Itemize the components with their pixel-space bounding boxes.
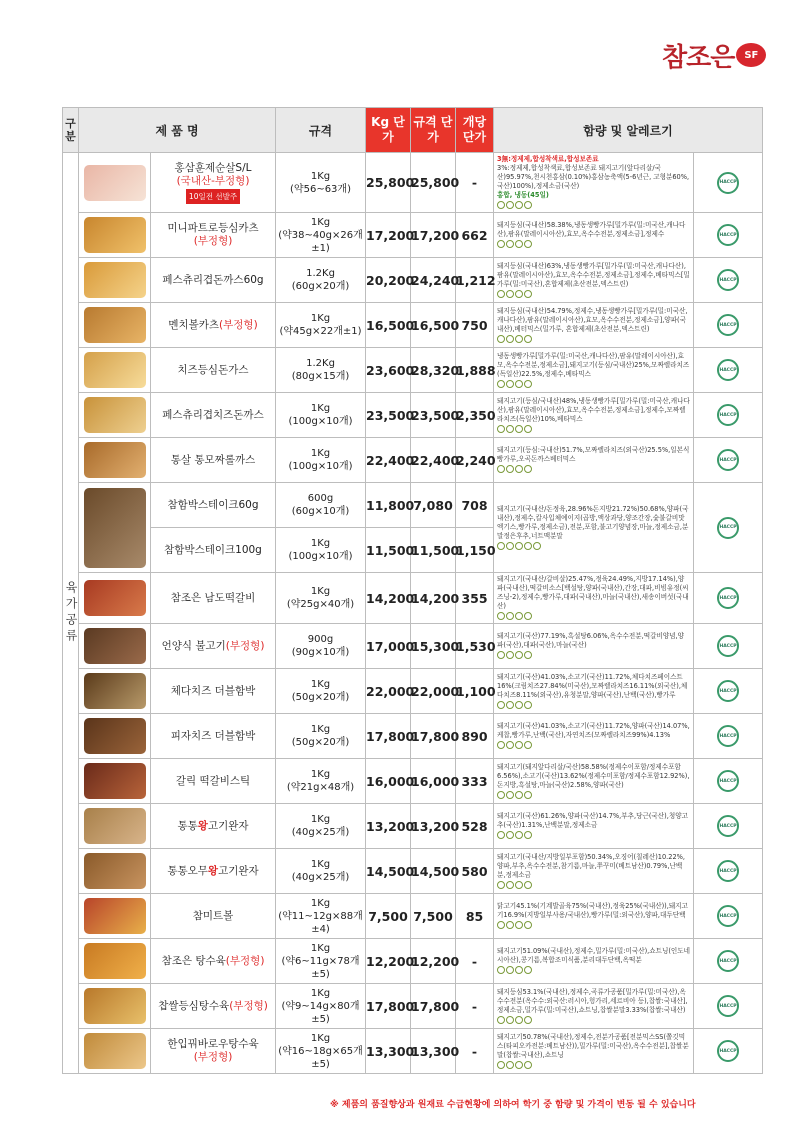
each-price: 2,350 [456, 393, 494, 438]
haccp-icon: HACCP [717, 770, 739, 792]
haccp-badge [694, 303, 763, 348]
each-price: 355 [456, 573, 494, 624]
kg-price: 7,500 [366, 894, 411, 939]
unit-price: 14,200 [411, 573, 456, 624]
ingredients-info: 돼지고기50.78%(국내산),정제수,전분가공품[전분믹스SS(쫄깃믹스(타피오카전분:베트남산)),밀가루(밀:미국산),옥수수전분],찹쌀분말(찹쌀:국내산),쇼트닝 [494, 1029, 694, 1074]
unit-price: 24,240 [411, 258, 456, 303]
haccp-badge [694, 669, 763, 714]
header-product: 제 품 명 [79, 108, 276, 153]
kg-price: 12,200 [366, 939, 411, 984]
each-price: 85 [456, 894, 494, 939]
header-each-price: 개당 단가 [456, 108, 494, 153]
product-image [79, 258, 151, 303]
product-spec: 1Kg (40g×25개) [276, 804, 366, 849]
product-image [79, 573, 151, 624]
product-spec: 1Kg (약9~14g×80개±5) [276, 984, 366, 1029]
each-price: 1,150 [456, 528, 494, 573]
product-image [79, 984, 151, 1029]
unit-price: 17,200 [411, 213, 456, 258]
product-name: 참미트볼 [151, 894, 276, 939]
product-image [79, 393, 151, 438]
product-name: 홍삼훈제순살S/L (국내산-부정형) 10일전 선발주 [151, 153, 276, 213]
unit-price: 14,500 [411, 849, 456, 894]
each-price: - [456, 984, 494, 1029]
kg-price: 22,000 [366, 669, 411, 714]
each-price: 528 [456, 804, 494, 849]
header-unit-price: 규격 단가 [411, 108, 456, 153]
kg-price: 13,300 [366, 1029, 411, 1074]
unit-price: 13,200 [411, 804, 456, 849]
kg-price: 20,200 [366, 258, 411, 303]
haccp-icon: HACCP [717, 517, 739, 539]
unit-price: 13,300 [411, 1029, 456, 1074]
product-name: 미니파트로등심카츠 (부정형) [151, 213, 276, 258]
product-name: 참조은 탕수육(부정형) [151, 939, 276, 984]
table-row [63, 303, 763, 348]
product-spec: 1.2Kg (60g×20개) [276, 258, 366, 303]
product-image [79, 714, 151, 759]
product-spec: 1Kg (약56~63개) [276, 153, 366, 213]
product-image [79, 894, 151, 939]
each-price: - [456, 153, 494, 213]
header-kg-price: Kg 단가 [366, 108, 411, 153]
product-name: 찹쌀등심탕수육(부정형) [151, 984, 276, 1029]
ingredients-info: 돼지등심(국내산)58.38%,냉동생빵가루[밀가루(밀:미국산,캐나다산),팜유(말레이시아산),효모,옥수수전분,정제소금],정제수 [494, 213, 694, 258]
header-info: 함량 및 알레르기 [494, 108, 763, 153]
each-price: 1,212 [456, 258, 494, 303]
header-category: 구분 [63, 108, 79, 153]
table-header [63, 108, 763, 153]
product-name: 멘치볼카츠(부정형) [151, 303, 276, 348]
haccp-badge [694, 573, 763, 624]
haccp-icon: HACCP [717, 172, 739, 194]
kg-price: 17,000 [366, 624, 411, 669]
kg-price: 17,800 [366, 984, 411, 1029]
haccp-badge [694, 804, 763, 849]
product-name: 언양식 불고기(부정형) [151, 624, 276, 669]
product-name: 치즈등심돈가스 [151, 348, 276, 393]
product-spec: 1Kg (약25g×40개) [276, 573, 366, 624]
haccp-icon: HACCP [717, 269, 739, 291]
table-row [63, 258, 763, 303]
table-row [63, 849, 763, 894]
each-price: 2,240 [456, 438, 494, 483]
table-row [63, 894, 763, 939]
kg-price: 11,800 [366, 483, 411, 528]
haccp-badge [694, 438, 763, 483]
product-image [79, 669, 151, 714]
haccp-badge [694, 714, 763, 759]
product-name: 한입꿔바로우탕수육 (부정형) [151, 1029, 276, 1074]
kg-price: 16,000 [366, 759, 411, 804]
product-name: 참조은 남도떡갈비 [151, 573, 276, 624]
product-name: 통통오무왕고기완자 [151, 849, 276, 894]
ingredients-info: 돼지고기(국내산/갈비살)25.47%,정육24.49%,지방17.14%),양파(국내산),떡갈비소스[백설탕,양파(국내산),간장,대파,비빔유정(씨즈닝-2),정제수,빵가루,대파(국내산),마늘(국내산),새송이버섯(국내산) [494, 573, 694, 624]
product-spec: 900g (90g×10개) [276, 624, 366, 669]
product-image [79, 804, 151, 849]
kg-price: 25,800 [366, 153, 411, 213]
kg-price: 23,600 [366, 348, 411, 393]
product-spec: 1Kg (100g×10개) [276, 438, 366, 483]
product-name: 통통왕고기완자 [151, 804, 276, 849]
ingredients-info: 돼지고기(국내산/지방일부포함)50.34%,오징어(칠레산)10.22%,양파,부추,옥수수전분,참기름,마늘,쭈꾸미(베트남산)0.79%,난백분,정제소금 [494, 849, 694, 894]
each-price: 1,888 [456, 348, 494, 393]
each-price: 750 [456, 303, 494, 348]
product-name: 참함박스테이크100g [151, 528, 276, 573]
preorder-badge: 10일전 선발주 [186, 189, 240, 204]
kg-price: 23,500 [366, 393, 411, 438]
haccp-badge [694, 348, 763, 393]
haccp-badge [694, 1029, 763, 1074]
price-table [62, 107, 763, 1074]
each-price: - [456, 1029, 494, 1074]
product-spec: 1Kg (약16~18g×65개±5) [276, 1029, 366, 1074]
unit-price: 22,000 [411, 669, 456, 714]
unit-price: 23,500 [411, 393, 456, 438]
haccp-icon: HACCP [717, 314, 739, 336]
haccp-icon: HACCP [717, 905, 739, 927]
table-row [63, 348, 763, 393]
each-price: 662 [456, 213, 494, 258]
product-spec: 600g (60g×10개) [276, 483, 366, 528]
table-row [63, 213, 763, 258]
brand-name: 참조은 [662, 42, 735, 73]
product-image [79, 348, 151, 393]
brand-logo [662, 38, 766, 72]
ingredients-info: 돼지고기(돼지앞다리살/국산)58.58%(정제수이포함/정제수포함6.56%),소고기(국산)13.62%(정제수미포함/정제수포함12.92%),돈지방,흑설탕,마늘(국산)2.58%,양파(국산) [494, 759, 694, 804]
table-row [63, 939, 763, 984]
haccp-icon: HACCP [717, 725, 739, 747]
each-price: 708 [456, 483, 494, 528]
footer-note: ※ 제품의 품질향상과 원재료 수급현황에 의하여 학기 중 함량 및 가격이 변동 될 수 있습니다 [330, 1100, 696, 1110]
ingredients-info: 돼지고기(국산)61.26%,양파(국산)14.7%,부추,당근(국산),청양고추(국산)1.31%,난백분말,정제소금 [494, 804, 694, 849]
haccp-icon: HACCP [717, 635, 739, 657]
haccp-badge [694, 939, 763, 984]
product-spec: 1Kg (약38~40g×26개±1) [276, 213, 366, 258]
table-row [63, 438, 763, 483]
table-row [63, 984, 763, 1029]
haccp-icon: HACCP [717, 404, 739, 426]
kg-price: 14,500 [366, 849, 411, 894]
product-image [79, 624, 151, 669]
product-name: 갈릭 떡갈비스틱 [151, 759, 276, 804]
haccp-badge [694, 624, 763, 669]
unit-price: 16,000 [411, 759, 456, 804]
unit-price: 15,300 [411, 624, 456, 669]
product-image [79, 153, 151, 213]
product-image [79, 303, 151, 348]
ingredients-info: 닭고기45.1%(기계발골육75%(국내산),정육25%(국내산)),돼지고기16.9%(지방일부사용/국내산),빵가루(밀:외국산),양파,대두단백 [494, 894, 694, 939]
haccp-icon: HACCP [717, 224, 739, 246]
haccp-icon: HACCP [717, 995, 739, 1017]
product-spec: 1Kg (100g×10개) [276, 528, 366, 573]
haccp-badge [694, 849, 763, 894]
unit-price: 7,080 [411, 483, 456, 528]
product-image [79, 939, 151, 984]
product-image [79, 213, 151, 258]
category-cell: 육가공류 [63, 153, 79, 1074]
ingredients-info: 돼지등심(국내산)54.79%,정제수,냉동생빵가루[밀가루(밀:미국산,캐나다산),팜유(말레이시아산),효모,옥수수전분,정제소금],양파(국내산),베터믹스(밀가루, 혼합제제(초산전분,덱스트린) [494, 303, 694, 348]
haccp-icon: HACCP [717, 950, 739, 972]
product-spec: 1Kg (50g×20개) [276, 714, 366, 759]
haccp-icon: HACCP [717, 1040, 739, 1062]
haccp-badge [694, 759, 763, 804]
table-row [63, 804, 763, 849]
table-row [63, 153, 763, 213]
unit-price: 11,500 [411, 528, 456, 573]
ingredients-info: 돼지고기(등심:국내산)51.7%,모짜렐라치즈(외국산)25.5%,일본식빵가루,오곡돈까스베터믹스 [494, 438, 694, 483]
ingredients-info: 돼지고기(등심/국내산)48%,냉동생빵가루[밀가루(밀:미국산,캐나다산),팜유(말레이시아산),효모,옥수수전분,정제소금],정제수,모짜렐라치즈(독일산)10%,베타믹스 [494, 393, 694, 438]
haccp-badge [694, 393, 763, 438]
haccp-badge [694, 984, 763, 1029]
ingredients-info: 돼지고기51.09%(국내산),정제수,밀가루(밀:미국산),쇼트닝(인도네시아산),콩기름,복합조미식품,분리대두단백,옥떡분 [494, 939, 694, 984]
product-spec: 1.2Kg (80g×15개) [276, 348, 366, 393]
table-row [63, 573, 763, 624]
table-row [63, 669, 763, 714]
product-image [79, 438, 151, 483]
haccp-badge [694, 258, 763, 303]
table-row [63, 714, 763, 759]
haccp-badge [694, 894, 763, 939]
product-image [79, 1029, 151, 1074]
each-price: 333 [456, 759, 494, 804]
brand-mark: SF [736, 43, 766, 67]
table-row [63, 624, 763, 669]
kg-price: 13,200 [366, 804, 411, 849]
haccp-icon: HACCP [717, 359, 739, 381]
each-price: 1,100 [456, 669, 494, 714]
kg-price: 11,500 [366, 528, 411, 573]
kg-price: 14,200 [366, 573, 411, 624]
unit-price: 12,200 [411, 939, 456, 984]
product-spec: 1Kg (약21g×48개) [276, 759, 366, 804]
kg-price: 16,500 [366, 303, 411, 348]
each-price: 890 [456, 714, 494, 759]
unit-price: 16,500 [411, 303, 456, 348]
haccp-badge [694, 153, 763, 213]
unit-price: 17,800 [411, 714, 456, 759]
product-spec: 1Kg (50g×20개) [276, 669, 366, 714]
haccp-icon: HACCP [717, 815, 739, 837]
haccp-badge [694, 483, 763, 573]
product-spec: 1Kg (40g×25개) [276, 849, 366, 894]
product-image [79, 849, 151, 894]
product-spec: 1Kg (약45g×22개±1) [276, 303, 366, 348]
product-name: 통살 통모짜롤까스 [151, 438, 276, 483]
product-spec: 1Kg (약11~12g×88개±4) [276, 894, 366, 939]
kg-price: 22,400 [366, 438, 411, 483]
ingredients-info: 돼지등심(국내산)63%,냉동생빵가루[밀가루(밀:미국산,캐나다산),팜유(말레이시아산),효모,옥수수전분,정제소금],정제수,베타믹스[밀가루(밀:미국산),혼합제제(초산전분,덱스트린) [494, 258, 694, 303]
table-row [63, 483, 763, 528]
table-row [63, 393, 763, 438]
ingredients-info: 냉동생빵가루[밀가루(밀:미국산,캐나다산),팜유(말레이시아산),효모,옥수수전분,정제소금],돼지고기(등심/국내산)25%,모짜렐라치즈(독일산)22.5%,정제수,베타믹스 [494, 348, 694, 393]
product-name: 페스츄리겹치즈돈까스 [151, 393, 276, 438]
ingredients-info: 돼지고기(국산)41.03%,소고기(국산)11.72%,양파(국산)14.07%,케찹,빵가루,난백(국산),자연치즈(모짜렐라치즈99%)4.13% [494, 714, 694, 759]
unit-price: 28,320 [411, 348, 456, 393]
kg-price: 17,800 [366, 714, 411, 759]
table-row [63, 1029, 763, 1074]
ingredients-info: 돼지고기(국산)41.03%,소고기(국산)11.72%,체다치즈페이스트16%(크림치즈27.84%(미국산),모짜렐라치즈16.11%(외국산),체다치즈8.11%(외국산),유청분말,양파(국산),난백(국산),빵가루 [494, 669, 694, 714]
product-name: 피자치즈 더블함박 [151, 714, 276, 759]
product-name: 페스츄리겹돈까스60g [151, 258, 276, 303]
header-spec: 규격 [276, 108, 366, 153]
each-price: - [456, 939, 494, 984]
each-price: 1,530 [456, 624, 494, 669]
haccp-icon: HACCP [717, 680, 739, 702]
haccp-icon: HACCP [717, 449, 739, 471]
ingredients-info: 3無:정제제,합성착색료,합성보존료 3%:정제제,합성착색료,합성보존료 돼지고기(앞다리살/국산)95.97%,천시천홍삼(0.10%)홍삼농축액(5-6년근, 고형분60%,국산)100%),정제소금(국산) 홍합, 냉동(45일) [494, 153, 694, 213]
product-name: 참함박스테이크60g [151, 483, 276, 528]
product-image [79, 759, 151, 804]
product-spec: 1Kg (약6~11g×78개±5) [276, 939, 366, 984]
unit-price: 25,800 [411, 153, 456, 213]
haccp-badge [694, 213, 763, 258]
product-spec: 1Kg (100g×10개) [276, 393, 366, 438]
kg-price: 17,200 [366, 213, 411, 258]
product-image [79, 483, 151, 573]
unit-price: 17,800 [411, 984, 456, 1029]
each-price: 580 [456, 849, 494, 894]
product-name: 체다치즈 더블함박 [151, 669, 276, 714]
unit-price: 7,500 [411, 894, 456, 939]
ingredients-info: 돼지고기(국내산/돈정육,28.96%돈지방21.72%)50.68%,양파(국내산),정제수,칼사입체예이지(곱방,액상과당,양조간장,숯불갈비맛엑기스,빵가루,정제소금),전분,포함,불고기양념장,마늘,정제소금,분말정은후추,너트맥분말 [494, 483, 694, 573]
table-row [63, 759, 763, 804]
haccp-icon: HACCP [717, 860, 739, 882]
haccp-icon: HACCP [717, 587, 739, 609]
unit-price: 22,400 [411, 438, 456, 483]
ingredients-info: 돼지등심53.1%(국내산),정제수,곡류가공품[밀가루(밀:미국산),옥수수전분(옥수수:외국산:러시아,헝가리,세르비아 등),찹쌀:국내산],정제소금,밀가루(밀:미국산),쇼트닝,찹쌀분말3.33%(찹쌀:국내산) [494, 984, 694, 1029]
ingredients-info: 돼지고기(국산)77.19%,흑설탕6.06%,옥수수전분,떡갈비양념,양파(국산),대파(국산),마늘(국산) [494, 624, 694, 669]
